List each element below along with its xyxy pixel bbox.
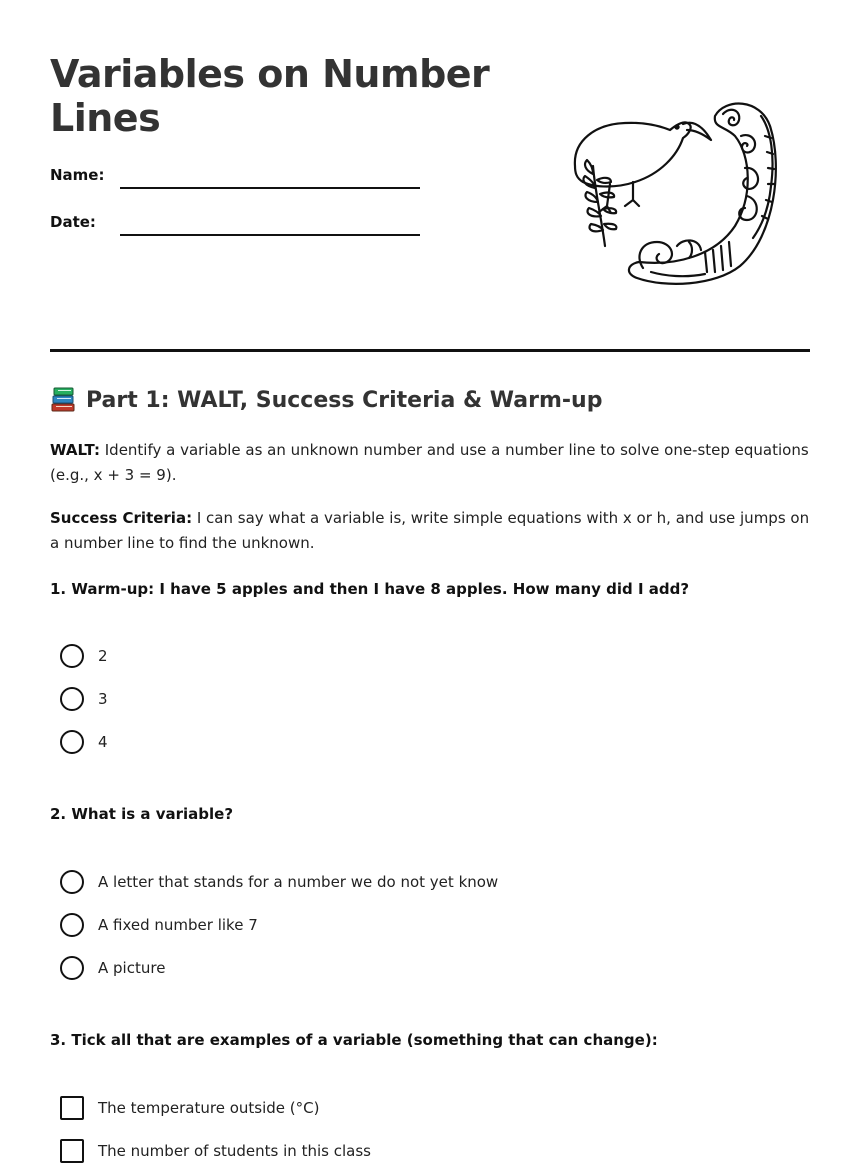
question-2-label: 2. What is a variable? bbox=[50, 805, 234, 823]
name-label: Name: bbox=[50, 166, 105, 184]
name-field[interactable] bbox=[120, 187, 420, 189]
walt-text: Identify a variable as an unknown number and use a number line to solve one-step equations (e.g., x + 3 = 9). bbox=[50, 441, 809, 484]
option-label: 2 bbox=[98, 647, 108, 665]
option-label: The temperature outside (°C) bbox=[98, 1099, 320, 1117]
books-icon bbox=[50, 386, 76, 414]
date-label: Date: bbox=[50, 213, 96, 231]
q3-option[interactable] bbox=[60, 1138, 371, 1164]
q3-option[interactable] bbox=[60, 1095, 319, 1121]
kiwi-koru-illustration bbox=[565, 96, 785, 292]
question-3-label: 3. Tick all that are examples of a variable (something that can change): bbox=[50, 1031, 658, 1049]
success-criteria-text: I can say what a variable is, write simple equations with x or h, and use jumps on a number line to find the unknown. bbox=[50, 509, 810, 552]
radio-button[interactable] bbox=[60, 913, 84, 937]
success-criteria-paragraph bbox=[50, 506, 815, 556]
option-label: 3 bbox=[98, 690, 108, 708]
question-1-label: 1. Warm-up: I have 5 apples and then I have 8 apples. How many did I add? bbox=[50, 580, 690, 598]
success-criteria-label: Success Criteria: bbox=[50, 509, 193, 527]
part1-heading bbox=[50, 386, 602, 414]
q1-option[interactable] bbox=[60, 729, 108, 755]
radio-button[interactable] bbox=[60, 870, 84, 894]
q1-option[interactable] bbox=[60, 686, 108, 712]
radio-button[interactable] bbox=[60, 644, 84, 668]
page-title: Variables on Number Lines bbox=[50, 52, 490, 140]
checkbox[interactable] bbox=[60, 1096, 84, 1120]
radio-button[interactable] bbox=[60, 730, 84, 754]
q1-option[interactable] bbox=[60, 643, 108, 669]
option-label: A fixed number like 7 bbox=[98, 916, 258, 934]
radio-button[interactable] bbox=[60, 687, 84, 711]
option-label: The number of students in this class bbox=[98, 1142, 371, 1160]
option-label: A picture bbox=[98, 959, 166, 977]
walt-paragraph bbox=[50, 438, 815, 488]
option-label: A letter that stands for a number we do not yet know bbox=[98, 873, 499, 891]
section-divider bbox=[50, 349, 810, 352]
option-label: 4 bbox=[98, 733, 108, 751]
walt-label: WALT: bbox=[50, 441, 100, 459]
q2-option[interactable] bbox=[60, 869, 498, 895]
date-field[interactable] bbox=[120, 234, 420, 236]
checkbox[interactable] bbox=[60, 1139, 84, 1163]
part1-heading-text: Part 1: WALT, Success Criteria & Warm-up bbox=[86, 387, 603, 413]
radio-button[interactable] bbox=[60, 956, 84, 980]
q2-option[interactable] bbox=[60, 955, 165, 981]
q2-option[interactable] bbox=[60, 912, 258, 938]
